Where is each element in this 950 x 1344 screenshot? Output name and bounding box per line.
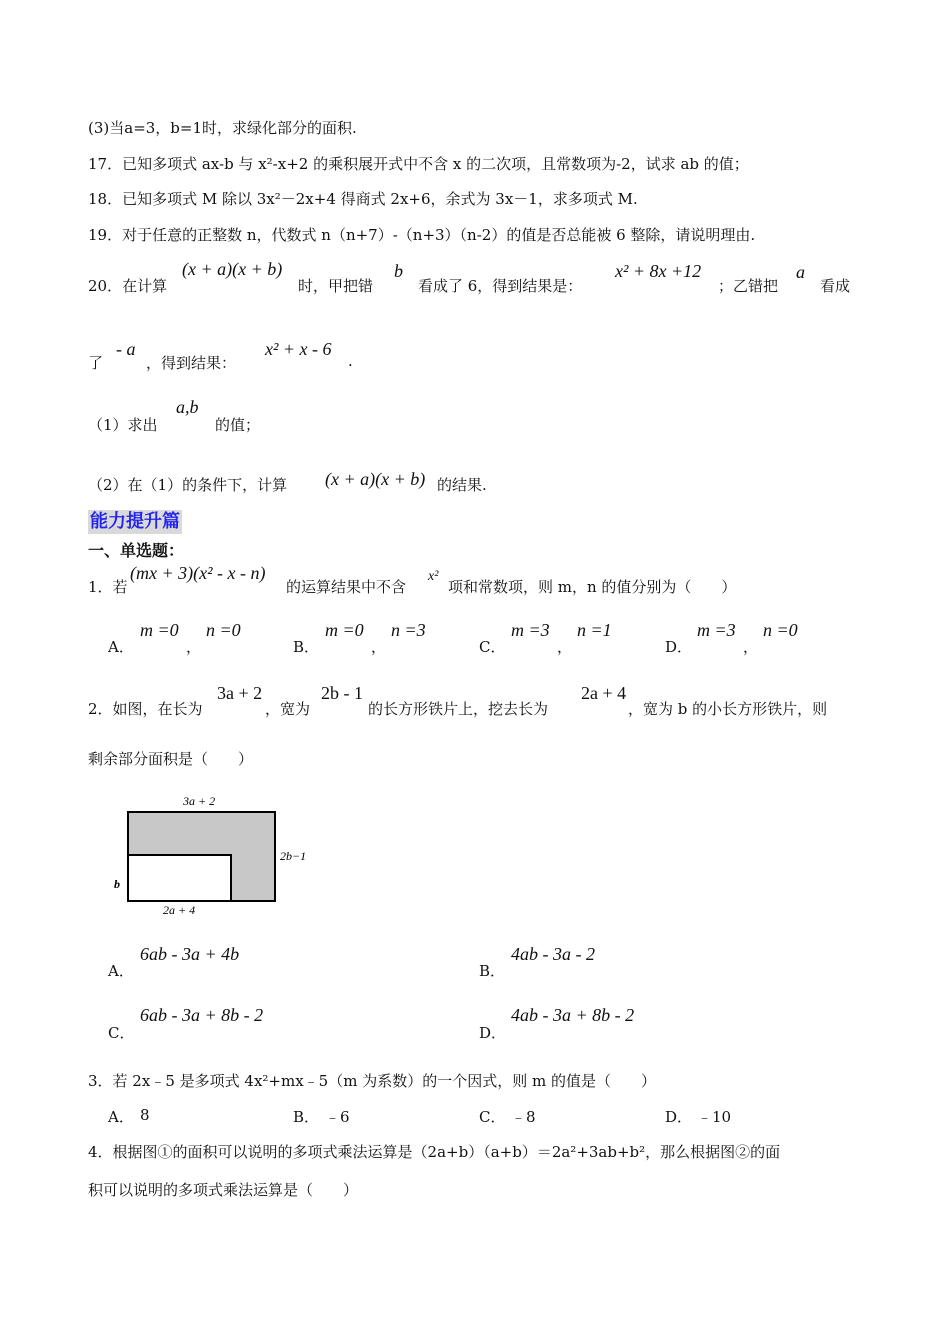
mc1-option-d-comma: ，	[743, 638, 759, 656]
q20-part-1-text: （1）求出	[88, 416, 158, 434]
mc1-option-b-v1: m =0	[325, 620, 364, 640]
q20-expr-1: (x + a)(x + b)	[182, 259, 283, 279]
mc2-option-a-label: A．	[108, 962, 134, 980]
mc1-x2: x²	[428, 569, 439, 584]
mc1-option-a-v2: n =0	[206, 620, 241, 640]
q20-a: a	[796, 262, 805, 282]
mc2-option-d-value: 4ab - 3a + 8b - 2	[511, 1005, 635, 1025]
q20-result-2: x² + x - 6	[265, 339, 332, 359]
q20-text-5: 看成	[820, 277, 851, 295]
mc1-option-c-comma: ，	[557, 638, 573, 656]
mc1-option-d-v1: m =3	[697, 620, 736, 640]
mc3-option-c-label: C．	[479, 1108, 506, 1126]
mc2-length: 3a + 2	[217, 683, 263, 703]
mc3-option-c-value: ﹣8	[511, 1108, 536, 1126]
mc1-option-d-label: D．	[665, 638, 693, 656]
mc3-option-a-label: A．	[108, 1108, 134, 1126]
question-18: 18．已知多项式 M 除以 3x²－2x+4 得商式 2x+6，余式为 3x－1，求多项式 M.	[88, 190, 638, 208]
q20-text-1: 20．在计算	[88, 277, 168, 295]
mc3-option-b-value: ﹣6	[325, 1108, 350, 1126]
mc1-option-c-v1: m =3	[511, 620, 550, 640]
q20-part-2-text: （2）在（1）的条件下，计算	[88, 476, 288, 494]
mc2-text-2: ，宽为	[265, 700, 311, 718]
q20-text-8: .	[348, 352, 353, 370]
q20-text-3: 看成了 6，得到结果是：	[418, 277, 583, 295]
mc1-expr: (mx + 3)(x² - x - n)	[130, 563, 266, 583]
mc2-option-c-value: 6ab - 3a + 8b - 2	[140, 1005, 264, 1025]
mc4-line-2: 积可以说明的多项式乘法运算是（ ）	[88, 1181, 359, 1199]
mc1-post: 项和常数项，则 m，n 的值分别为（ ）	[448, 578, 737, 596]
mc2-option-b-label: B．	[479, 962, 506, 980]
mc3-option-a-value: 8	[140, 1106, 150, 1124]
mc1-option-b-comma: ，	[371, 638, 387, 656]
figure-label-left: b	[114, 877, 120, 891]
mc2-width: 2b - 1	[321, 683, 363, 703]
mc2-text-3: 的长方形铁片上，挖去长为	[368, 700, 549, 718]
mc2-option-c-label: C．	[108, 1024, 135, 1042]
question-16-part-3: (3)当a=3，b=1时，求绿化部分的面积.	[88, 119, 357, 137]
section-subtitle: 一、单选题：	[88, 541, 185, 560]
section-title: 能力提升篇	[90, 511, 180, 532]
q20-ab: a,b	[176, 397, 199, 417]
mc2-pre: 2．如图，在长为	[88, 700, 203, 718]
q20-b: b	[394, 261, 403, 281]
mc1-option-b-label: B．	[293, 638, 320, 656]
mc2-text-5: 剩余部分面积是（ ）	[88, 750, 254, 768]
mc3-option-d-label: D．	[665, 1108, 693, 1126]
q20-part-1-end: 的值；	[215, 416, 261, 434]
figure-label-right: 2b−1	[280, 849, 307, 863]
mc1-option-a-label: A．	[108, 638, 134, 656]
mc3-option-b-label: B．	[293, 1108, 320, 1126]
q20-part-2-end: 的结果.	[437, 476, 487, 494]
q20-result-1: x² + 8x +12	[615, 261, 702, 281]
q20-text-2: 时，甲把错	[298, 277, 374, 295]
mc2-option-a-value: 6ab - 3a + 4b	[140, 944, 240, 964]
mc3-stem: 3．若 2x﹣5 是多项式 4x²+mx﹣5（m 为系数）的一个因式，则 m 的值是（ ）	[88, 1072, 656, 1090]
question-17: 17．已知多项式 ax-b 与 x²-x+2 的乘积展开式中不含 x 的二次项，且常数项为-2，试求 ab 的值；	[88, 155, 749, 173]
small-rectangle	[128, 855, 231, 901]
q20-text-4: ；乙错把	[718, 277, 779, 295]
mc1-option-c-v2: n =1	[577, 620, 612, 640]
mc2-length-2: 2a + 4	[581, 683, 627, 703]
mc4-line-1: 4．根据图①的面积可以说明的多项式乘法运算是（2a+b）（a+b）＝2a²+3ab+b²，那么根据图②的面	[88, 1143, 781, 1161]
mc1-option-c-label: C．	[479, 638, 506, 656]
mc2-option-d-label: D．	[479, 1024, 507, 1042]
mc2-figure	[108, 790, 328, 920]
mc1-mid: 的运算结果中不含	[286, 578, 407, 596]
mc1-option-b-v2: n =3	[391, 620, 426, 640]
figure-label-top: 3a + 2	[183, 794, 216, 808]
q20-text-6: 了	[88, 354, 104, 372]
q20-neg-a: - a	[116, 339, 136, 359]
mc1-pre: 1．若	[88, 578, 128, 596]
mc3-option-d-value: ﹣10	[697, 1108, 732, 1126]
question-19: 19．对于任意的正整数 n，代数式 n（n+7）-（n+3）（n-2）的值是否总能被 6 整除，请说明理由.	[88, 226, 756, 244]
q20-text-7: ，得到结果：	[146, 354, 237, 372]
figure-label-bottom: 2a + 4	[163, 903, 196, 917]
q20-expr-2: (x + a)(x + b)	[325, 469, 426, 489]
mc2-text-4: ，宽为 b 的小长方形铁片，则	[628, 700, 828, 718]
mc2-option-b-value: 4ab - 3a - 2	[511, 944, 595, 964]
mc1-option-a-v1: m =0	[140, 620, 179, 640]
mc1-option-d-v2: n =0	[763, 620, 798, 640]
mc1-option-a-comma: ，	[186, 638, 202, 656]
